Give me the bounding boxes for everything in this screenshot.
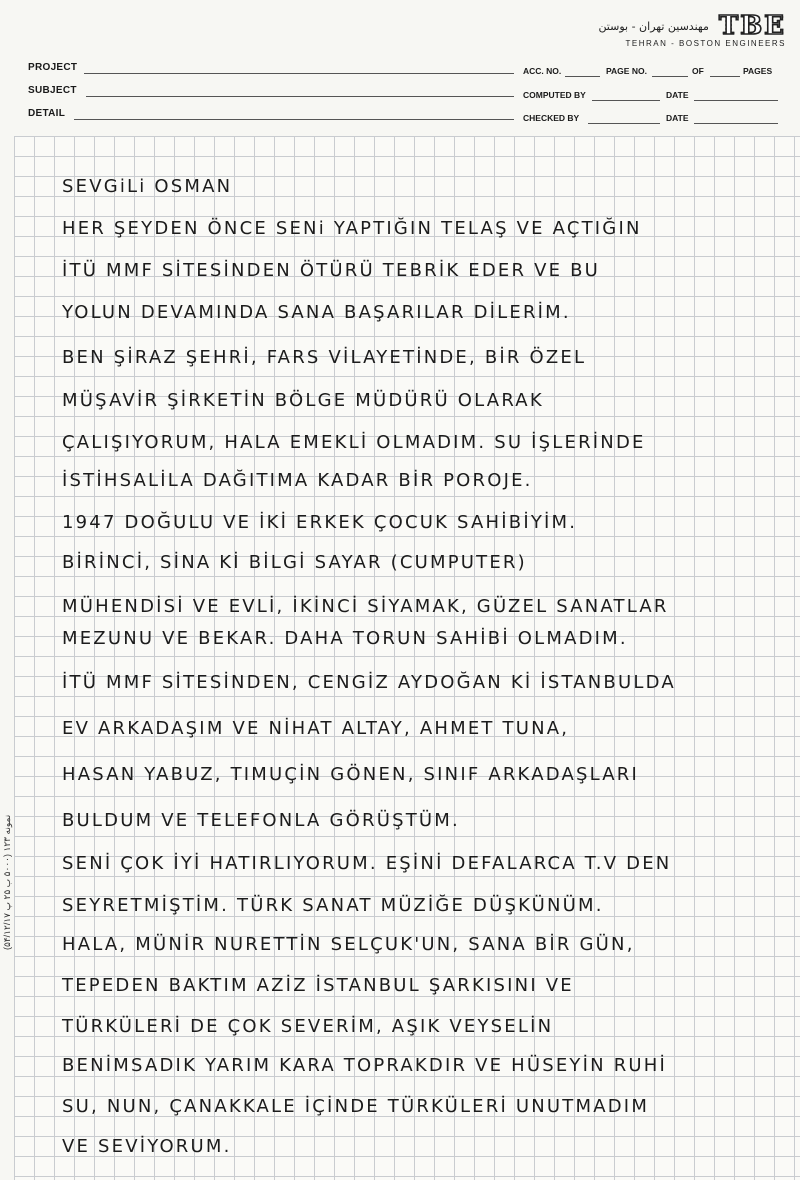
letter-line: MÜŞAVİR ŞİRKETİN BÖLGE MÜDÜRÜ OLARAK [62, 390, 544, 411]
letter-line: SU, NUN, ÇANAKKALE İÇİNDE TÜRKÜLERİ UNUTMADIM [62, 1096, 650, 1117]
letter-line: HALA, MÜNİR NURETTİN SELÇUK'UN, SANA BİR GÜN, [62, 934, 635, 955]
subject-line [86, 96, 514, 97]
project-label: PROJECT [28, 62, 78, 73]
page-no-line [652, 76, 688, 77]
letter-line: SENİ ÇOK İYİ HATIRLIYORUM. EŞİNİ DEFALARCA T.V DEN [62, 853, 672, 874]
company-logo [598, 11, 786, 48]
tbe-logo-mark: TBE [718, 11, 786, 41]
detail-line [74, 119, 514, 120]
acc-no-line [565, 76, 600, 77]
checked-by-line [588, 123, 660, 124]
company-name-english: TEHRAN - BOSTON ENGINEERS [625, 39, 786, 48]
company-name-persian: مهندسین تهران - بوستن [598, 19, 709, 33]
pages-label: PAGES [743, 66, 773, 76]
date-line-2 [694, 123, 778, 124]
letter-line: HASAN YABUZ, TIMUÇİN GÖNEN, SINIF ARKADAŞLARI [62, 764, 639, 785]
checked-by-label: CHECKED BY [523, 113, 580, 123]
letter-line: TÜRKÜLERİ DE ÇOK SEVERİM, AŞIK VEYSELİN [62, 1016, 554, 1037]
letter-line: VE SEVİYORUM. [62, 1136, 232, 1157]
computed-by-line [592, 100, 660, 101]
letter-line: İSTİHSALİLA DAĞITIMA KADAR BİR POROJE. [62, 470, 533, 491]
project-line [84, 73, 514, 74]
form-code-margin-note: نمونه ۱۲۳ (۵۰۰۰ ب ۲۵ پ ۵۴/۱۲/۱۷) [2, 814, 12, 950]
detail-label: DETAIL [28, 108, 66, 119]
letter-line: HER ŞEYDEN ÖNCE SENi YAPTIĞIN TELAŞ VE AÇTIĞIN [62, 218, 642, 239]
letter-line: EV ARKADAŞIM VE NİHAT ALTAY, AHMET TUNA, [62, 718, 570, 739]
date-label-1: DATE [666, 90, 689, 100]
letter-line: BULDUM VE TELEFONLA GÖRÜŞTÜM. [62, 810, 460, 831]
letter-line: 1947 DOĞULU VE İKİ ERKEK ÇOCUK SAHİBİYİM. [62, 512, 578, 533]
letter-line: MEZUNU VE BEKAR. DAHA TORUN SAHİBİ OLMADIM. [62, 628, 628, 649]
letter-line: İTÜ MMF SİTESİNDEN ÖTÜRÜ TEBRİK EDER VE BU [62, 260, 601, 281]
letter-line: YOLUN DEVAMINDA SANA BAŞARILAR DİLERİM. [62, 302, 571, 323]
letter-line: TEPEDEN BAKTIM AZİZ İSTANBUL ŞARKISINI VE [62, 975, 574, 996]
letter-line: MÜHENDİSİ VE EVLİ, İKİNCİ SİYAMAK, GÜZEL SANATLAR [62, 596, 669, 617]
letter-line: BİRİNCİ, SİNA Kİ BİLGİ SAYAR (CUMPUTER) [62, 552, 527, 573]
page-no-label: PAGE NO. [606, 66, 647, 76]
letter-line: SEVGiLi OSMAN [62, 176, 233, 197]
letter-line: BEN ŞİRAZ ŞEHRİ, FARS VİLAYETİNDE, BİR ÖZEL [62, 347, 587, 368]
of-line [710, 76, 740, 77]
letter-line: BENİMSADIK YARIM KARA TOPRAKDIR VE HÜSEYİN RUHİ [62, 1055, 668, 1076]
date-label-2: DATE [666, 113, 689, 123]
letter-line: İTÜ MMF SİTESİNDEN, CENGİZ AYDOĞAN Kİ İSTANBULDA [62, 672, 676, 693]
subject-label: SUBJECT [28, 85, 77, 96]
computed-by-label: COMPUTED BY [523, 90, 586, 100]
letter-line: ÇALIŞIYORUM, HALA EMEKLİ OLMADIM. SU İŞLERİNDE [62, 432, 646, 453]
letter-line: SEYRETMİŞTİM. TÜRK SANAT MÜZİĞE DÜŞKÜNÜM. [62, 895, 604, 916]
of-label: OF [692, 66, 704, 76]
date-line-1 [694, 100, 778, 101]
acc-no-label: ACC. NO. [523, 66, 562, 76]
